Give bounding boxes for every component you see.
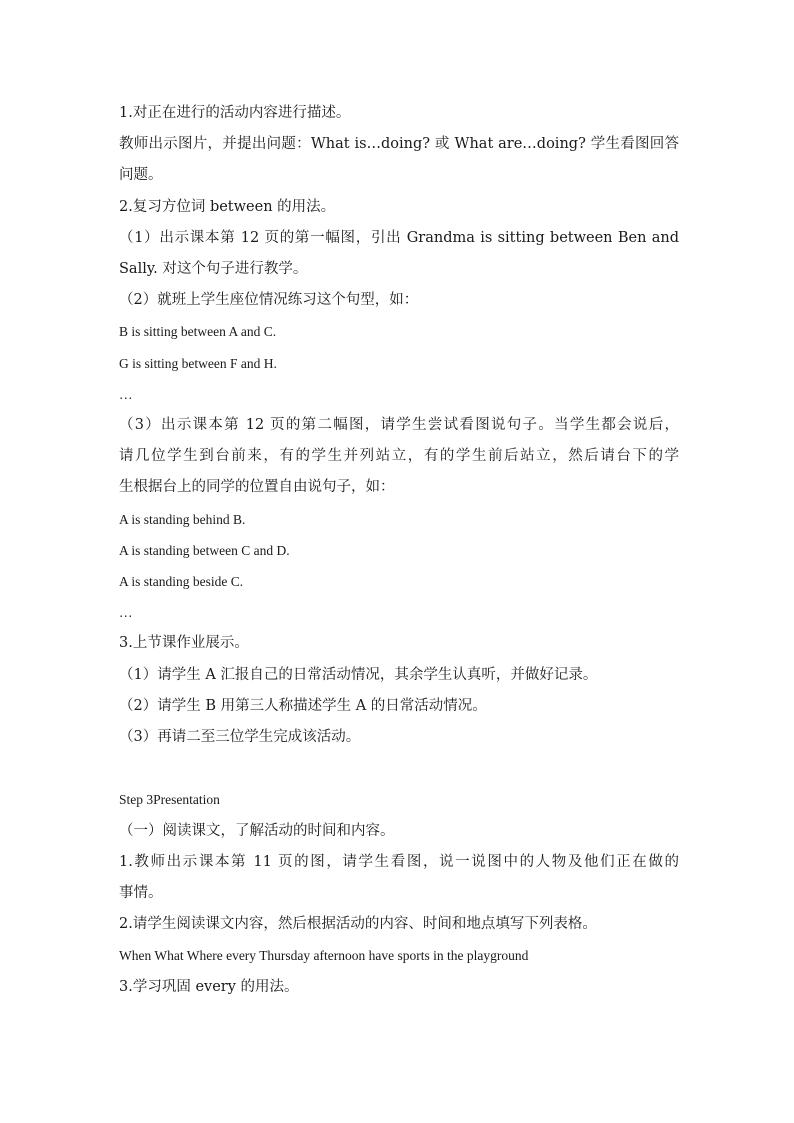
example-sentence: A is standing behind B. [119, 511, 246, 527]
table-row-text: When What Where every Thursday afternoon have sports in the playground [119, 948, 529, 964]
paragraph-line: （2）就班上学生座位情况练习这个句型，如： [119, 292, 419, 309]
example-sentence: A is standing between C and D. [119, 542, 290, 558]
section-heading-2: 2.复习方位词 between 的用法。 [119, 198, 336, 215]
paragraph-line: （2）请学生 B 用第三人称描述学生 A 的日常活动情况。 [119, 697, 487, 714]
paragraph-line: 请几位学生到台前来，有的学生并列站立，有的学生前后站立，然后请台下的学 [119, 448, 679, 465]
paragraph-line: （1）请学生 A 汇报自己的日常活动情况，其余学生认真听，并做好记录。 [119, 666, 598, 683]
example-sentence: G is sitting between F and H. [119, 355, 277, 371]
paragraph-line: 2.请学生阅读课文内容，然后根据活动的内容、时间和地点填写下列表格。 [119, 916, 597, 933]
paragraph-line: 问题。 [119, 167, 163, 184]
example-sentence: B is sitting between A and C. [119, 324, 277, 340]
paragraph-line: （3）出示课本第 12 页的第二幅图，请学生尝试看图说句子。当学生都会说后， [119, 417, 679, 434]
subsection-heading: （一）阅读课文，了解活动的时间和内容。 [119, 822, 395, 839]
paragraph-line: Sally. 对这个句子进行教学。 [119, 261, 308, 278]
ellipsis-line: … [119, 605, 133, 621]
ellipsis-line: … [119, 386, 133, 402]
step-heading: Step 3Presentation [119, 792, 220, 808]
paragraph-line: 事情。 [119, 885, 163, 902]
paragraph-line: 教师出示图片，并提出问题：What is…doing? 或 What are…doing? 学生看图回答 [119, 136, 679, 153]
paragraph-line: （1）出示课本第 12 页的第一幅图，引出 Grandma is sitting between Ben and [119, 229, 679, 246]
blank-line [119, 753, 679, 784]
paragraph-line: 3.学习巩固 every 的用法。 [119, 978, 299, 995]
paragraph-line: 生根据台上的同学的位置自由说句子，如： [119, 479, 395, 496]
paragraph-line: （3）再请二至三位学生完成该活动。 [119, 729, 361, 746]
document-body [119, 98, 679, 1003]
paragraph-line: 1.教师出示课本第 11 页的图，请学生看图，说一说图中的人物及他们正在做的 [119, 853, 679, 870]
example-sentence: A is standing beside C. [119, 574, 244, 590]
section-heading-1: 1.对正在进行的活动内容进行描述。 [119, 105, 351, 121]
section-heading-3: 3.上节课作业展示。 [119, 635, 249, 652]
